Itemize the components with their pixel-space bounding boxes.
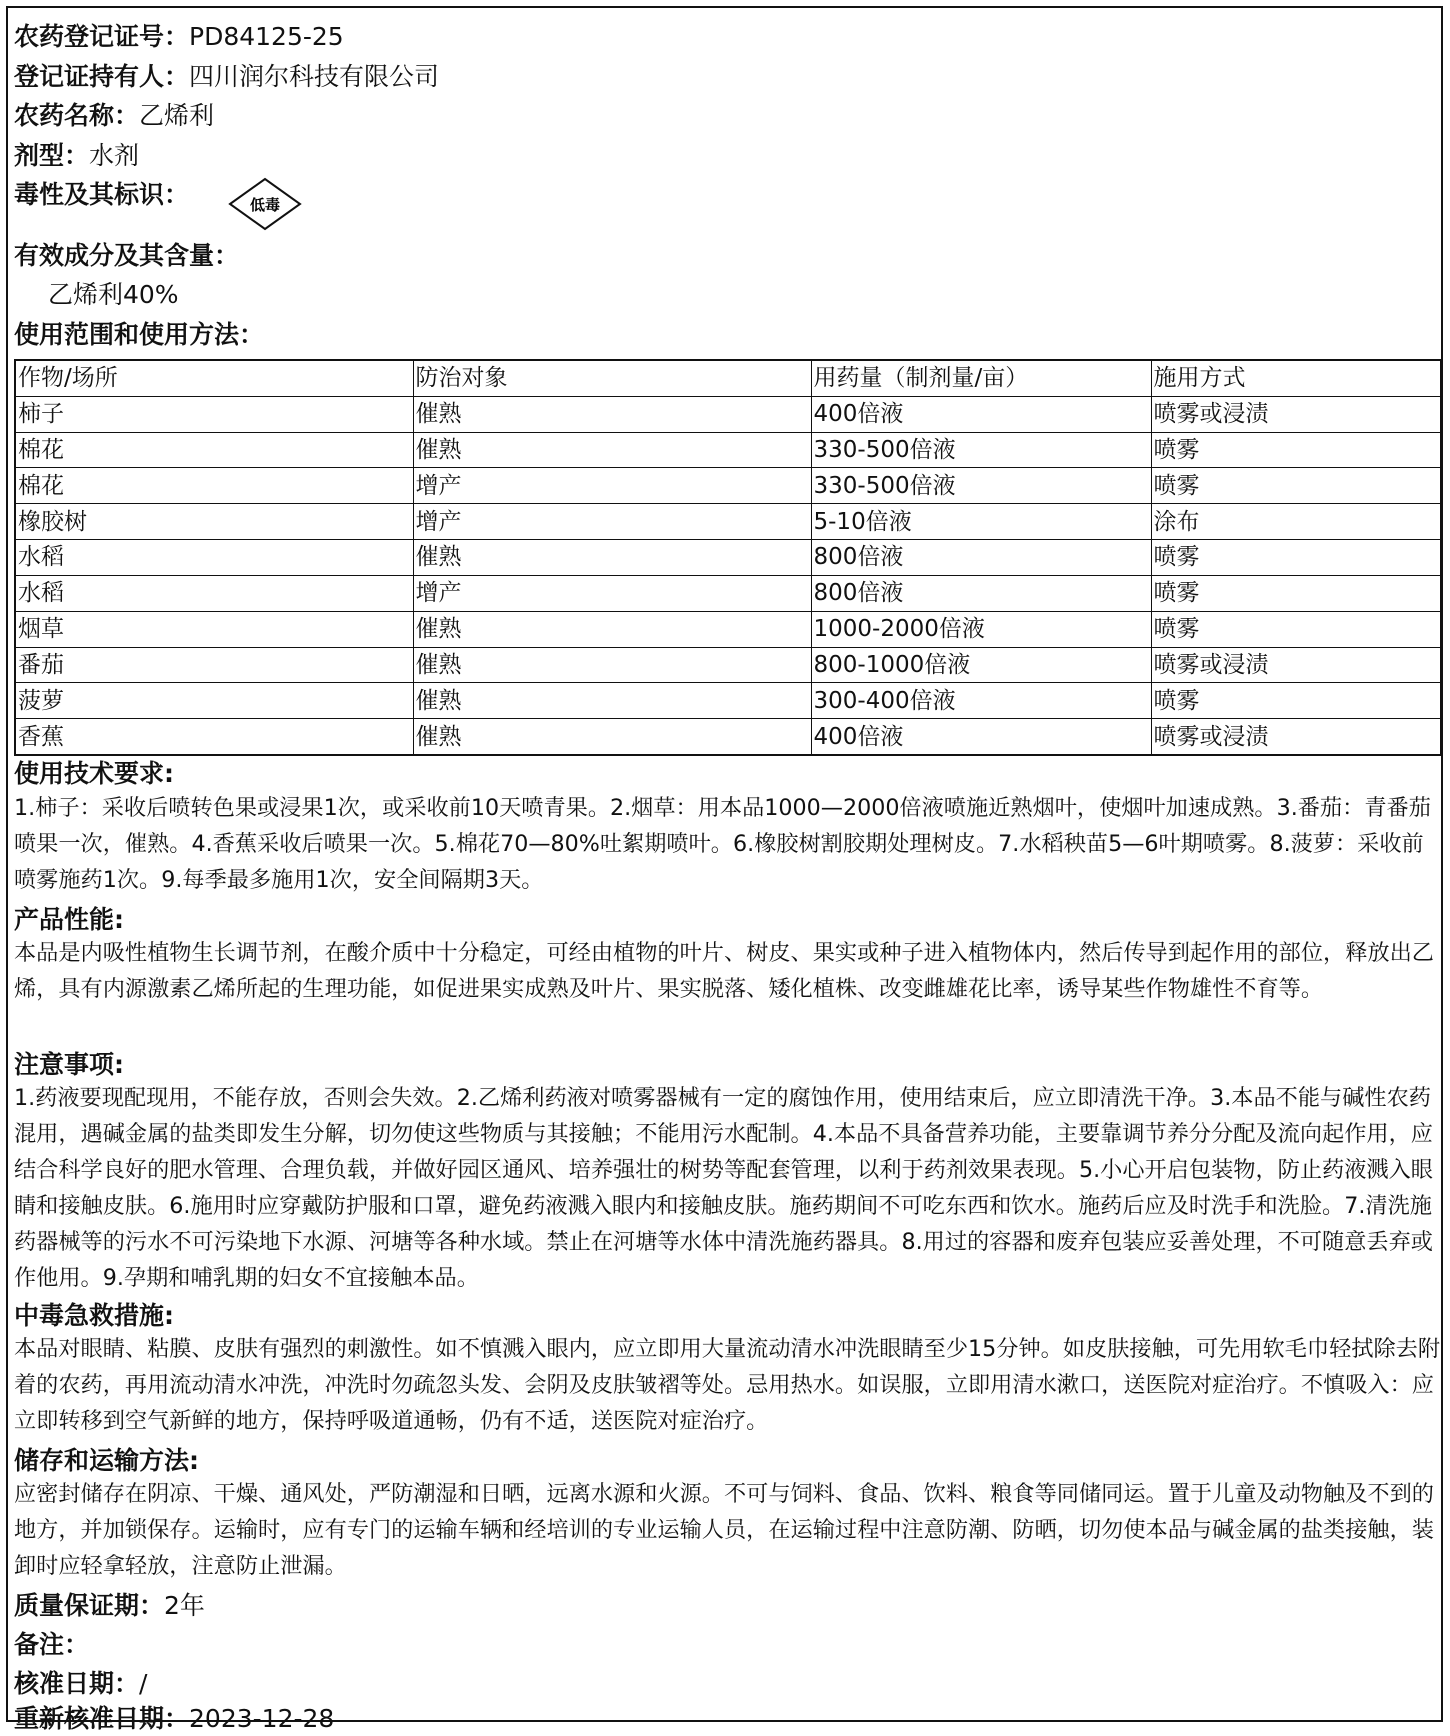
table-cell: 400倍液 [811,396,1151,432]
table-cell: 催熟 [413,540,811,576]
table-cell: 香蕉 [15,719,413,755]
table-header-cell: 作物/场所 [15,360,413,396]
formulation-value: 水剂 [89,141,140,170]
table-cell: 300-400倍液 [811,683,1151,719]
table-cell: 番茄 [15,647,413,683]
table-row [15,540,1441,576]
table-cell: 催熟 [413,611,811,647]
table-cell: 330-500倍液 [811,432,1151,468]
registration-value: PD84125-25 [189,22,344,51]
usage-heading [14,318,264,352]
table-row [15,396,1441,432]
table-cell: 5-10倍液 [811,504,1151,540]
toxicity-mark-text: 低毒 [249,196,281,214]
table-row [15,468,1441,504]
pesticide-name-value: 乙烯利 [139,101,215,130]
storage-label: 储存和运输方法: [14,1446,199,1475]
usage-table [14,359,1442,756]
table-cell: 喷雾或浸渍 [1151,647,1441,683]
precautions-label: 注意事项: [14,1050,124,1079]
reapproval-date-label: 重新核准日期： [14,1704,190,1733]
technical-heading [14,757,174,791]
technical-label: 使用技术要求: [14,759,174,788]
storage-heading [14,1444,199,1478]
pesticide-name-label: 农药名称： [14,101,140,130]
registration-number [14,20,344,54]
table-cell: 喷雾或浸渍 [1151,396,1441,432]
table-cell: 400倍液 [811,719,1151,755]
table-cell: 催熟 [413,647,811,683]
table-row [15,575,1441,611]
table-cell: 催熟 [413,719,811,755]
table-row [15,432,1441,468]
active-ingredient-value: 乙烯利40% [48,280,179,309]
table-cell: 800倍液 [811,540,1151,576]
table-header-row [15,360,1441,396]
table-cell: 催熟 [413,683,811,719]
active-ingredient-label: 有效成分及其含量： [14,241,240,270]
table-cell: 喷雾 [1151,540,1441,576]
registration-label: 农药登记证号： [14,22,190,51]
table-header-cell: 用药量（制剂量/亩） [811,360,1151,396]
table-cell: 喷雾 [1151,432,1441,468]
precautions-heading [14,1048,124,1082]
table-cell: 330-500倍液 [811,468,1151,504]
table-cell: 菠萝 [15,683,413,719]
table-cell: 柿子 [15,396,413,432]
table-cell: 水稻 [15,575,413,611]
table-row [15,504,1441,540]
table-cell: 喷雾 [1151,611,1441,647]
table-cell: 棉花 [15,468,413,504]
remarks [14,1628,89,1662]
table-cell: 橡胶树 [15,504,413,540]
active-ingredient-heading [14,239,239,273]
document-frame [6,6,1443,1733]
first-aid-text: 本品对眼睛、粘膜、皮肤有强烈的刺激性。如不慎溅入眼内，应立即用大量流动清水冲洗眼睛至少15分钟。如皮肤接触，可先用软毛巾轻拭除去附着的农药，再用流动清水冲洗，冲洗时勿疏忽头发、会阴及皮肤皱褶等处。忌用热水。如误服，立即用清水漱口，送医院对症治疗。不慎吸入：应立即转移到空气新鲜的地方，保持呼吸道通畅，仍有不适，送医院对症治疗。 [14,1336,1441,1434]
table-row [15,683,1441,719]
approval-date-label: 核准日期： [14,1669,140,1698]
table-cell: 1000-2000倍液 [811,611,1151,647]
table-cell: 烟草 [15,611,413,647]
table-row [15,719,1441,755]
registration-holder [14,60,439,94]
warranty-label: 质量保证期： [14,1591,165,1620]
table-cell: 增产 [413,504,811,540]
reapproval-date-value: 2023-12-28 [189,1704,335,1733]
performance-text: 本品是内吸性植物生长调节剂，在酸介质中十分稳定，可经由植物的叶片、树皮、果实或种子进入植物体内，然后传导到起作用的部位，释放出乙烯，具有内源激素乙烯所起的生理功能，如促进果实成熟及叶片、果实脱落、矮化植株、改变雌雄花比率，诱导某些作物雄性不育等。 [14,940,1434,1002]
table-cell: 催熟 [413,432,811,468]
remarks-label: 备注： [14,1630,90,1659]
warranty [14,1589,205,1623]
reapproval-date [14,1702,334,1736]
table-cell: 涂布 [1151,504,1441,540]
low-toxicity-icon [226,176,304,232]
performance-heading [14,903,124,937]
table-cell: 喷雾 [1151,683,1441,719]
table-cell: 800-1000倍液 [811,647,1151,683]
table-cell: 增产 [413,575,811,611]
table-cell: 棉花 [15,432,413,468]
formulation [14,139,139,173]
precautions-text: 1.药液要现配现用，不能存放，否则会失效。2.乙烯利药液对喷雾器械有一定的腐蚀作用，使用结束后，应立即清洗干净。3.本品不能与碱性农药混用，遇碱金属的盐类即发生分解，切勿使这些物质与其接触；不能用污水配制。4.本品不具备营养功能，主要靠调节养分分配及流向起作用，应结合科学良好的肥水管理、合理负载，并做好园区通风、培养强壮的树势等配套管理，以利于药剂效果表现。5.小心开启包装物，防止药液溅入眼睛和接触皮肤。6.施用时应穿戴防护服和口罩，避免药液溅入眼内和接触皮肤。施药期间不可吃东西和饮水。施药后应及时洗手和洗脸。7.清洗施药器械等的污水不可污染地下水源、河塘等各种水域。禁止在河塘等水体中清洗施药器具。8.用过的容器和废弃包装应妥善处理，不可随意丢弃或作他用。9.孕期和哺乳期的妇女不宜接触本品。 [14,1085,1433,1291]
toxicity-label: 毒性及其标识： [14,180,190,209]
first-aid-label: 中毒急救措施: [14,1301,174,1330]
table-row [15,647,1441,683]
table-cell: 增产 [413,468,811,504]
table-row [15,611,1441,647]
table-cell: 水稻 [15,540,413,576]
approval-date-value: / [139,1669,148,1698]
table-cell: 800倍液 [811,575,1151,611]
technical-text: 1.柿子：采收后喷转色果或浸果1次，或采收前10天喷青果。2.烟草：用本品1000—2000倍液喷施近熟烟叶，使烟叶加速成熟。3.番茄：青番茄喷果一次，催熟。4.香蕉采收后喷果一次。5.棉花70—80%吐絮期喷叶。6.橡胶树割胶期处理树皮。7.水稻秧苗5—6叶期喷雾。8.菠萝：采收前喷雾施药1次。9.每季最多施用1次，安全间隔期3天。 [14,795,1431,893]
holder-value: 四川润尔科技有限公司 [189,62,440,91]
storage-text: 应密封储存在阴凉、干燥、通风处，严防潮湿和日晒，远离水源和火源。不可与饲料、食品、饮料、粮食等同储同运。置于儿童及动物触及不到的地方，并加锁保存。运输时，应有专门的运输车辆和经培训的专业运输人员，在运输过程中注意防潮、防晒，切勿使本品与碱金属的盐类接触，装卸时应轻拿轻放，注意防止泄漏。 [14,1481,1434,1579]
table-header-cell: 施用方式 [1151,360,1441,396]
table-header-cell: 防治对象 [413,360,811,396]
formulation-label: 剂型： [14,141,90,170]
warranty-value: 2年 [164,1591,205,1620]
toxicity [14,178,189,212]
table-cell: 催熟 [413,396,811,432]
approval-date [14,1667,147,1701]
performance-label: 产品性能: [14,905,124,934]
holder-label: 登记证持有人： [14,62,190,91]
usage-label: 使用范围和使用方法： [14,320,265,349]
table-cell: 喷雾 [1151,468,1441,504]
table-cell: 喷雾或浸渍 [1151,719,1441,755]
pesticide-name [14,99,214,133]
table-cell: 喷雾 [1151,575,1441,611]
first-aid-heading [14,1299,174,1333]
